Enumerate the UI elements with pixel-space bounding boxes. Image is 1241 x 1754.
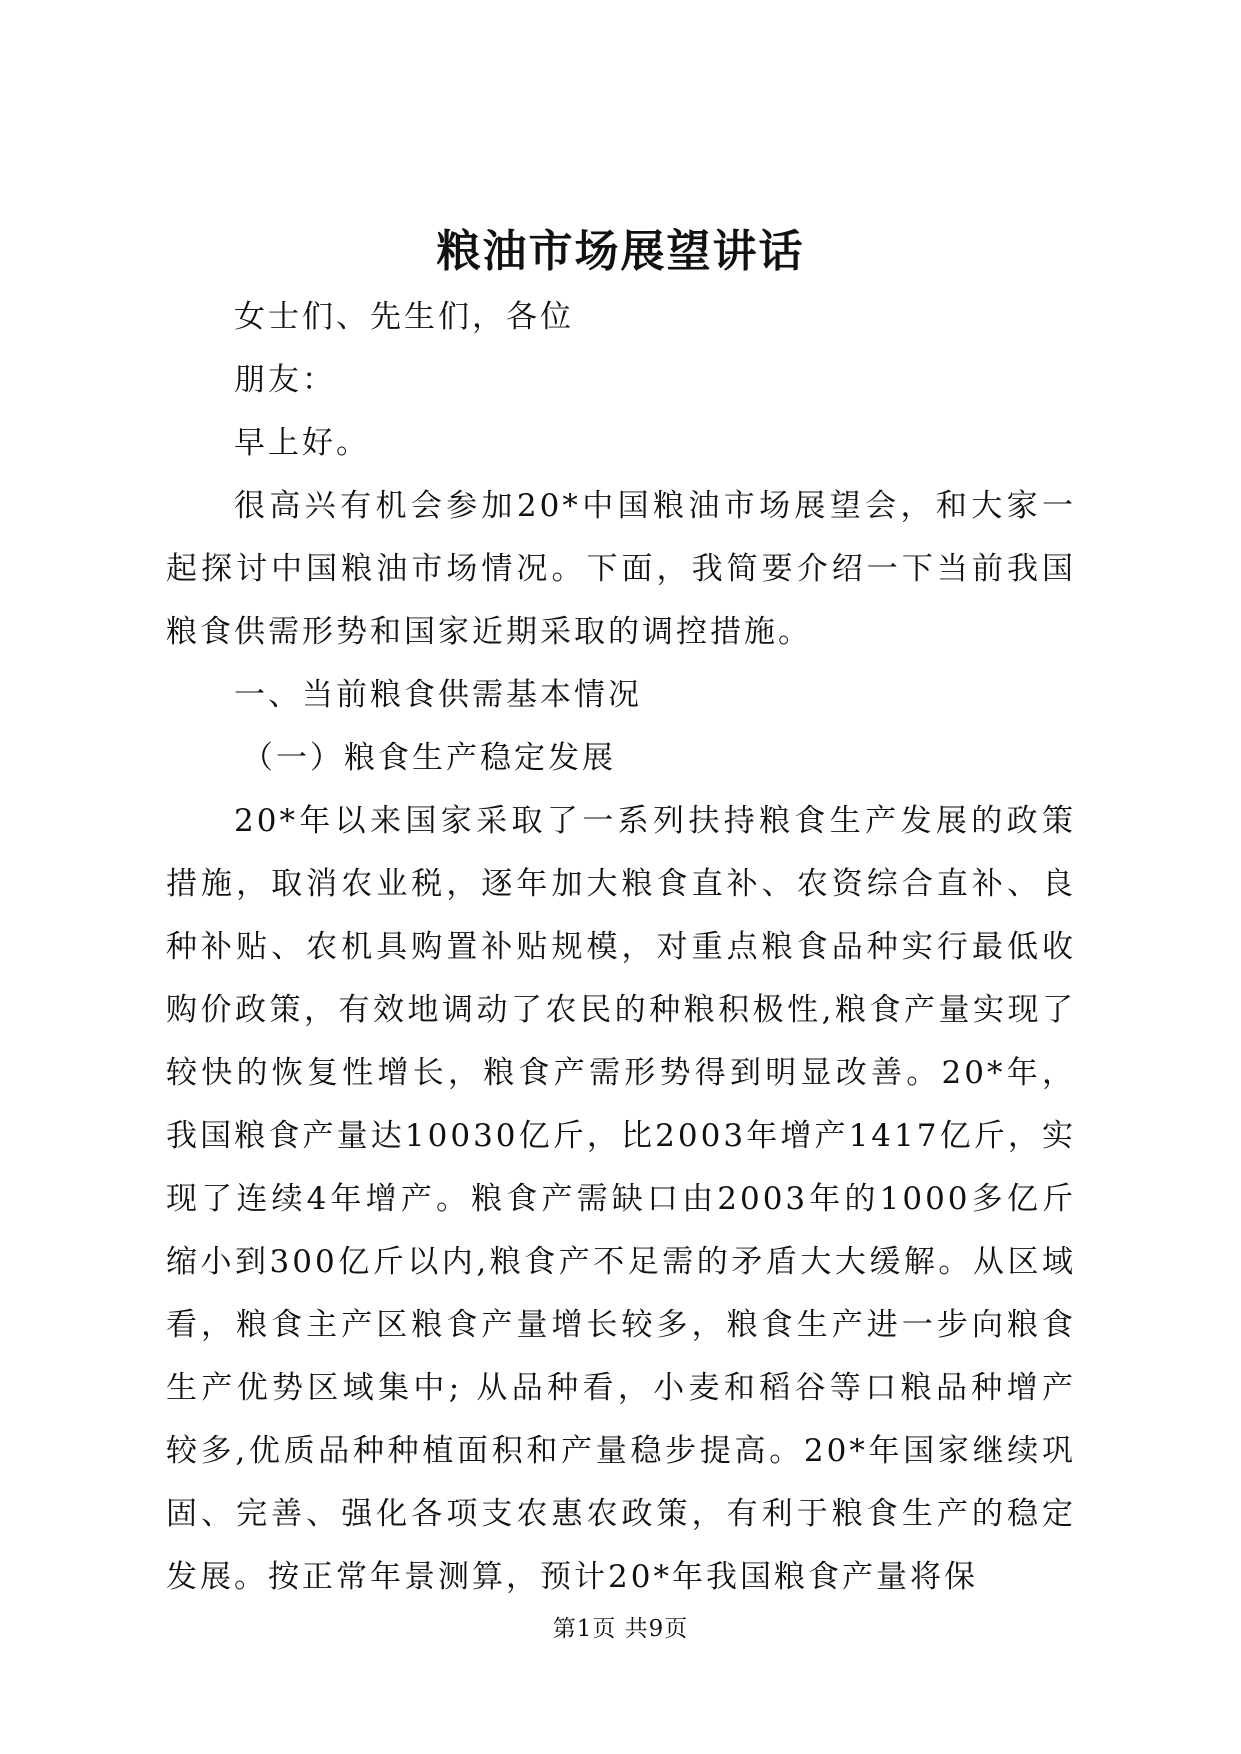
body-paragraph: 20*年以来国家采取了一系列扶持粮食生产发展的政策措施，取消农业税，逐年加大粮食直补、农资综合直补、良种补贴、农机具购置补贴规模，对重点粮食品种实行最低收购价政策，有效地调动了农民的种粮积极性,粮食产量实现了较快的恢复性增长，粮食产需形势得到明显改善。20*年，我国粮食产量达10030亿斤，比2003年增产1417亿斤，实现了连续4年增产。粮食产需缺口由2003年的1000多亿斤缩小到300亿斤以内,粮食产不足需的矛盾大大缓解。从区域看，粮食主产区粮食产量增长较多，粮食生产进一步向粮食生产优势区域集中; 从品种看，小麦和稻谷等口粮品种增产较多,优质品种种植面积和产量稳步提高。20*年国家继续巩固、完善、强化各项支农惠农政策，有利于粮食生产的稳定发展。按正常年景测算，预计20*年我国粮食产量将保: [166, 803, 1076, 1595]
greeting-line-continued: 朋友：: [234, 362, 336, 398]
document-body: [166, 286, 1076, 1609]
subsection-heading: （一）粮食生产稳定发展: [242, 740, 616, 776]
greeting-line: 女士们、先生们，各位: [234, 299, 574, 335]
section-heading: 一、当前粮食供需基本情况: [234, 677, 642, 713]
document-title: 粮油市场展望讲话: [436, 226, 805, 277]
page-footer: 第1页 共9页: [552, 1616, 689, 1642]
intro-paragraph: 很高兴有机会参加20*中国粮油市场展望会，和大家一起探讨中国粮油市场情况。下面，我简要介绍一下当前我国粮食供需形势和国家近期采取的调控措施。: [166, 488, 1076, 650]
salutation: 早上好。: [234, 425, 370, 461]
